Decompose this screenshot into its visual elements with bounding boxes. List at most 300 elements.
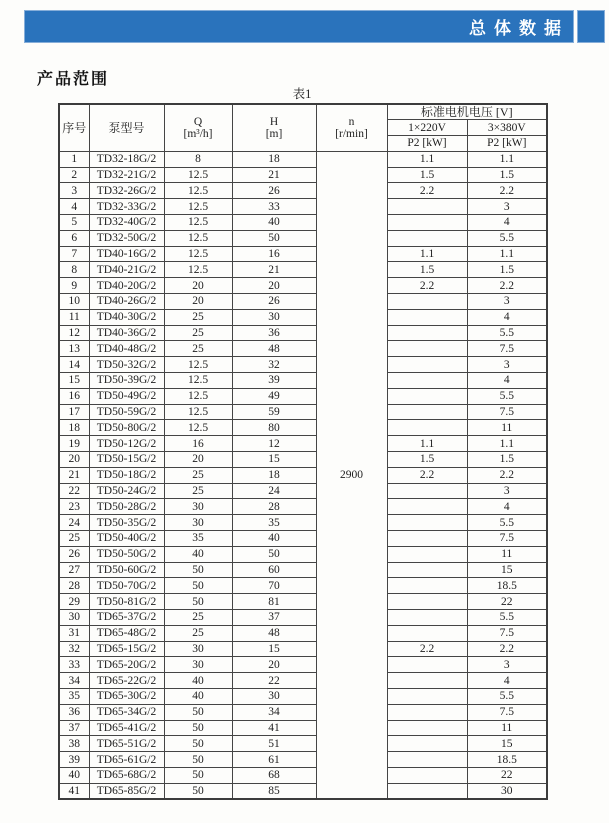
col-header-speed — [316, 104, 387, 151]
flow-value: 40 — [164, 546, 232, 562]
row-index: 27 — [59, 562, 89, 578]
pump-model: TD65-61G/2 — [89, 752, 164, 768]
head-value: 48 — [232, 341, 316, 357]
flow-value: 30 — [164, 657, 232, 673]
table-row — [59, 167, 547, 183]
pump-model: TD50-40G/2 — [89, 531, 164, 547]
p2-220-value: 1.5 — [387, 262, 467, 278]
flow-value: 25 — [164, 610, 232, 626]
row-index: 3 — [59, 183, 89, 199]
p2-380-value: 5.5 — [467, 325, 547, 341]
row-index: 13 — [59, 341, 89, 357]
p2-220-value: 2.2 — [387, 278, 467, 294]
row-index: 12 — [59, 325, 89, 341]
flow-value: 12.5 — [164, 388, 232, 404]
p2-220-value — [387, 562, 467, 578]
p2-380-value: 3 — [467, 199, 547, 215]
pump-model: TD40-26G/2 — [89, 294, 164, 310]
table-row — [59, 641, 547, 657]
pump-model: TD50-60G/2 — [89, 562, 164, 578]
table-row — [59, 688, 547, 704]
table-row — [59, 783, 547, 799]
head-value: 12 — [232, 436, 316, 452]
pump-model: TD65-85G/2 — [89, 783, 164, 799]
table-header — [59, 104, 547, 151]
head-value: 49 — [232, 388, 316, 404]
table-row — [59, 230, 547, 246]
table-row — [59, 720, 547, 736]
p2-380-value: 4 — [467, 215, 547, 231]
pump-model: TD65-30G/2 — [89, 688, 164, 704]
flow-value: 50 — [164, 736, 232, 752]
pump-model: TD50-80G/2 — [89, 420, 164, 436]
flow-value: 12.5 — [164, 262, 232, 278]
pump-model: TD50-12G/2 — [89, 436, 164, 452]
p2-380-value: 18.5 — [467, 578, 547, 594]
pump-model: TD50-18G/2 — [89, 467, 164, 483]
pump-model: TD50-39G/2 — [89, 373, 164, 389]
head-value: 41 — [232, 720, 316, 736]
head-value: 39 — [232, 373, 316, 389]
flow-value: 40 — [164, 688, 232, 704]
p2-380-value: 2.2 — [467, 641, 547, 657]
table-row — [59, 246, 547, 262]
pump-model: TD65-48G/2 — [89, 625, 164, 641]
flow-value: 16 — [164, 436, 232, 452]
row-index: 25 — [59, 531, 89, 547]
table-row — [59, 531, 547, 547]
p2-220-value: 1.1 — [387, 246, 467, 262]
pump-model: TD65-68G/2 — [89, 767, 164, 783]
table-row — [59, 483, 547, 499]
head-value: 28 — [232, 499, 316, 515]
head-value: 22 — [232, 673, 316, 689]
table-row — [59, 278, 547, 294]
row-index: 36 — [59, 704, 89, 720]
flow-value: 12.5 — [164, 246, 232, 262]
table-row — [59, 546, 547, 562]
p2-380-value: 30 — [467, 783, 547, 799]
row-index: 33 — [59, 657, 89, 673]
p2-380-value: 7.5 — [467, 704, 547, 720]
flow-value: 30 — [164, 515, 232, 531]
table-row — [59, 341, 547, 357]
head-value: 60 — [232, 562, 316, 578]
table-row — [59, 215, 547, 231]
p2-220-value — [387, 767, 467, 783]
p2-220-value — [387, 404, 467, 420]
p2-220-value — [387, 752, 467, 768]
flow-value: 25 — [164, 325, 232, 341]
row-index: 15 — [59, 373, 89, 389]
p2-380-value: 1.1 — [467, 151, 547, 167]
pump-model: TD40-48G/2 — [89, 341, 164, 357]
p2-380-value: 5.5 — [467, 515, 547, 531]
p2-380-value: 3 — [467, 483, 547, 499]
p2-220-value — [387, 309, 467, 325]
p2-220-value — [387, 515, 467, 531]
row-index: 4 — [59, 199, 89, 215]
flow-value: 50 — [164, 783, 232, 799]
flow-value: 25 — [164, 309, 232, 325]
table-row — [59, 404, 547, 420]
banner-bar — [24, 10, 574, 43]
pump-model: TD32-33G/2 — [89, 199, 164, 215]
p2-380-value: 11 — [467, 546, 547, 562]
p2-380-value: 1.5 — [467, 452, 547, 468]
p2-380-value: 15 — [467, 736, 547, 752]
table-row — [59, 357, 547, 373]
pump-model: TD65-22G/2 — [89, 673, 164, 689]
table-row — [59, 183, 547, 199]
head-value: 15 — [232, 641, 316, 657]
flow-value: 12.5 — [164, 199, 232, 215]
p2-380-value: 4 — [467, 309, 547, 325]
head-value: 80 — [232, 420, 316, 436]
row-index: 40 — [59, 767, 89, 783]
head-value: 26 — [232, 294, 316, 310]
p2-380-value: 2.2 — [467, 467, 547, 483]
p2-380-value: 4 — [467, 373, 547, 389]
table-row — [59, 294, 547, 310]
row-index: 29 — [59, 594, 89, 610]
p2-380-value: 7.5 — [467, 531, 547, 547]
p2-380-value: 5.5 — [467, 230, 547, 246]
p2-220-value: 1.1 — [387, 436, 467, 452]
row-index: 23 — [59, 499, 89, 515]
head-value: 40 — [232, 531, 316, 547]
table-row — [59, 373, 547, 389]
section-title: 产品范围 — [37, 71, 110, 88]
flow-value: 40 — [164, 673, 232, 689]
row-index: 17 — [59, 404, 89, 420]
p2-220-value — [387, 341, 467, 357]
pump-model: TD50-15G/2 — [89, 452, 164, 468]
p2-220-value — [387, 594, 467, 610]
pump-model: TD32-18G/2 — [89, 151, 164, 167]
p2-220-value: 1.5 — [387, 167, 467, 183]
p2-220-value — [387, 357, 467, 373]
p2-220-value — [387, 294, 467, 310]
flow-value: 50 — [164, 578, 232, 594]
head-unit: [m] — [265, 127, 283, 140]
col-header-head — [232, 104, 316, 151]
table-caption: 表1 — [292, 87, 312, 101]
p2-220-value: 2.2 — [387, 641, 467, 657]
table-row — [59, 704, 547, 720]
table-row — [59, 388, 547, 404]
col-header-model: 泵型号 — [89, 104, 164, 151]
p2-220-value — [387, 546, 467, 562]
head-value: 18 — [232, 151, 316, 167]
flow-value: 12.5 — [164, 373, 232, 389]
head-value: 33 — [232, 199, 316, 215]
p2-220-value: 2.2 — [387, 183, 467, 199]
head-value: 16 — [232, 246, 316, 262]
p2-380-value: 4 — [467, 673, 547, 689]
row-index: 26 — [59, 546, 89, 562]
pump-model: TD65-37G/2 — [89, 610, 164, 626]
head-value: 21 — [232, 262, 316, 278]
p2-380-value: 2.2 — [467, 183, 547, 199]
flow-value: 20 — [164, 278, 232, 294]
row-index: 21 — [59, 467, 89, 483]
product-range-table — [58, 103, 548, 800]
pump-model: TD50-28G/2 — [89, 499, 164, 515]
table-row — [59, 673, 547, 689]
pump-model: TD40-21G/2 — [89, 262, 164, 278]
row-index: 37 — [59, 720, 89, 736]
head-value: 20 — [232, 657, 316, 673]
col-header-index: 序号 — [59, 104, 89, 151]
p2-380-value: 7.5 — [467, 404, 547, 420]
p2-380-value: 11 — [467, 720, 547, 736]
p2-220-value — [387, 199, 467, 215]
p2-380-value: 3 — [467, 294, 547, 310]
head-value: 50 — [232, 230, 316, 246]
table-row — [59, 436, 547, 452]
head-value: 85 — [232, 783, 316, 799]
flow-value: 12.5 — [164, 215, 232, 231]
flow-value: 20 — [164, 452, 232, 468]
voltage-380-header: 3×380V — [467, 120, 547, 136]
row-index: 18 — [59, 420, 89, 436]
col-header-flow — [164, 104, 232, 151]
p2-220-value — [387, 783, 467, 799]
row-index: 28 — [59, 578, 89, 594]
row-index: 39 — [59, 752, 89, 768]
flow-value: 25 — [164, 483, 232, 499]
pump-model: TD50-49G/2 — [89, 388, 164, 404]
table-row — [59, 515, 547, 531]
row-index: 8 — [59, 262, 89, 278]
head-value: 21 — [232, 167, 316, 183]
p2-380-value: 1.1 — [467, 436, 547, 452]
flow-value: 50 — [164, 704, 232, 720]
row-index: 14 — [59, 357, 89, 373]
head-symbol: H — [269, 115, 279, 128]
p2-380-value: 15 — [467, 562, 547, 578]
head-value: 50 — [232, 546, 316, 562]
flow-value: 50 — [164, 594, 232, 610]
flow-symbol: Q — [193, 115, 203, 128]
pump-model: TD50-81G/2 — [89, 594, 164, 610]
head-value: 26 — [232, 183, 316, 199]
p2-220-value — [387, 578, 467, 594]
p2-220-header: P2 [kW] — [387, 136, 467, 152]
flow-value: 20 — [164, 294, 232, 310]
flow-value: 12.5 — [164, 420, 232, 436]
flow-value: 35 — [164, 531, 232, 547]
flow-value: 8 — [164, 151, 232, 167]
table-row — [59, 467, 547, 483]
table-row — [59, 625, 547, 641]
head-value: 59 — [232, 404, 316, 420]
row-index: 34 — [59, 673, 89, 689]
table-row — [59, 499, 547, 515]
flow-value: 12.5 — [164, 230, 232, 246]
table-row — [59, 594, 547, 610]
p2-380-value: 1.5 — [467, 262, 547, 278]
head-value: 30 — [232, 688, 316, 704]
row-index: 9 — [59, 278, 89, 294]
p2-380-value: 5.5 — [467, 610, 547, 626]
row-index: 19 — [59, 436, 89, 452]
flow-value: 12.5 — [164, 404, 232, 420]
row-index: 2 — [59, 167, 89, 183]
p2-380-value: 2.2 — [467, 278, 547, 294]
row-index: 30 — [59, 610, 89, 626]
p2-220-value — [387, 720, 467, 736]
pump-model: TD50-50G/2 — [89, 546, 164, 562]
pump-model: TD32-50G/2 — [89, 230, 164, 246]
voltage-group-header: 标准电机电压 [V] — [387, 104, 547, 120]
pump-model: TD32-40G/2 — [89, 215, 164, 231]
p2-380-value: 7.5 — [467, 625, 547, 641]
head-value: 48 — [232, 625, 316, 641]
head-value: 24 — [232, 483, 316, 499]
p2-220-value — [387, 704, 467, 720]
p2-380-value: 1.5 — [467, 167, 547, 183]
head-value: 32 — [232, 357, 316, 373]
head-value: 51 — [232, 736, 316, 752]
table-row — [59, 420, 547, 436]
p2-380-value: 11 — [467, 420, 547, 436]
row-index: 24 — [59, 515, 89, 531]
flow-value: 25 — [164, 467, 232, 483]
pump-model: TD65-41G/2 — [89, 720, 164, 736]
flow-unit: [m³/h] — [183, 127, 213, 140]
flow-value: 12.5 — [164, 167, 232, 183]
flow-value: 50 — [164, 562, 232, 578]
head-value: 36 — [232, 325, 316, 341]
row-index: 35 — [59, 688, 89, 704]
pump-model: TD40-16G/2 — [89, 246, 164, 262]
p2-220-value: 2.2 — [387, 467, 467, 483]
table-row — [59, 199, 547, 215]
p2-220-value — [387, 531, 467, 547]
head-value: 18 — [232, 467, 316, 483]
p2-380-value: 4 — [467, 499, 547, 515]
pump-model: TD65-20G/2 — [89, 657, 164, 673]
table-row — [59, 610, 547, 626]
p2-380-value: 5.5 — [467, 388, 547, 404]
voltage-220-header: 1×220V — [387, 120, 467, 136]
p2-220-value — [387, 688, 467, 704]
page-header-banner — [24, 10, 605, 43]
head-value: 37 — [232, 610, 316, 626]
flow-value: 25 — [164, 625, 232, 641]
p2-220-value: 1.1 — [387, 151, 467, 167]
p2-220-value — [387, 483, 467, 499]
head-value: 34 — [232, 704, 316, 720]
p2-380-value: 7.5 — [467, 341, 547, 357]
banner-accent-square — [577, 10, 605, 43]
pump-model: TD65-15G/2 — [89, 641, 164, 657]
p2-220-value — [387, 230, 467, 246]
pump-model: TD32-21G/2 — [89, 167, 164, 183]
speed-unit: [r/min] — [335, 127, 368, 140]
row-index: 5 — [59, 215, 89, 231]
head-value: 35 — [232, 515, 316, 531]
head-value: 30 — [232, 309, 316, 325]
pump-model: TD50-59G/2 — [89, 404, 164, 420]
row-index: 10 — [59, 294, 89, 310]
table-row — [59, 767, 547, 783]
speed-merged-value: 2900 — [316, 151, 387, 799]
pump-model: TD65-51G/2 — [89, 736, 164, 752]
head-value: 81 — [232, 594, 316, 610]
pump-model: TD40-20G/2 — [89, 278, 164, 294]
p2-380-value: 22 — [467, 594, 547, 610]
flow-value: 30 — [164, 641, 232, 657]
p2-220-value — [387, 373, 467, 389]
flow-value: 50 — [164, 767, 232, 783]
table-body — [59, 151, 547, 799]
banner-title: 总体数据 — [469, 19, 569, 38]
p2-380-value: 5.5 — [467, 688, 547, 704]
p2-220-value — [387, 325, 467, 341]
p2-220-value: 1.5 — [387, 452, 467, 468]
pump-model: TD50-24G/2 — [89, 483, 164, 499]
table-row — [59, 151, 547, 167]
p2-380-value: 1.1 — [467, 246, 547, 262]
head-value: 20 — [232, 278, 316, 294]
table-row — [59, 452, 547, 468]
table-row — [59, 657, 547, 673]
head-value: 61 — [232, 752, 316, 768]
p2-380-value: 18.5 — [467, 752, 547, 768]
p2-380-value: 22 — [467, 767, 547, 783]
flow-value: 30 — [164, 499, 232, 515]
table-row — [59, 325, 547, 341]
p2-220-value — [387, 673, 467, 689]
head-value: 68 — [232, 767, 316, 783]
p2-220-value — [387, 499, 467, 515]
row-index: 41 — [59, 783, 89, 799]
row-index: 38 — [59, 736, 89, 752]
flow-value: 50 — [164, 752, 232, 768]
flow-value: 12.5 — [164, 357, 232, 373]
table-row — [59, 752, 547, 768]
pump-model: TD40-30G/2 — [89, 309, 164, 325]
row-index: 31 — [59, 625, 89, 641]
pump-model: TD32-26G/2 — [89, 183, 164, 199]
table-row — [59, 736, 547, 752]
speed-symbol: n — [348, 115, 355, 128]
table-row — [59, 562, 547, 578]
p2-220-value — [387, 215, 467, 231]
pump-model: TD50-32G/2 — [89, 357, 164, 373]
row-index: 22 — [59, 483, 89, 499]
p2-220-value — [387, 388, 467, 404]
table-row — [59, 262, 547, 278]
flow-value: 50 — [164, 720, 232, 736]
row-index: 1 — [59, 151, 89, 167]
pump-model: TD65-34G/2 — [89, 704, 164, 720]
p2-220-value — [387, 657, 467, 673]
p2-380-value: 3 — [467, 657, 547, 673]
flow-value: 12.5 — [164, 183, 232, 199]
p2-220-value — [387, 625, 467, 641]
p2-220-value — [387, 736, 467, 752]
table-row — [59, 578, 547, 594]
row-index: 16 — [59, 388, 89, 404]
row-index: 20 — [59, 452, 89, 468]
row-index: 32 — [59, 641, 89, 657]
pump-model: TD50-70G/2 — [89, 578, 164, 594]
flow-value: 25 — [164, 341, 232, 357]
